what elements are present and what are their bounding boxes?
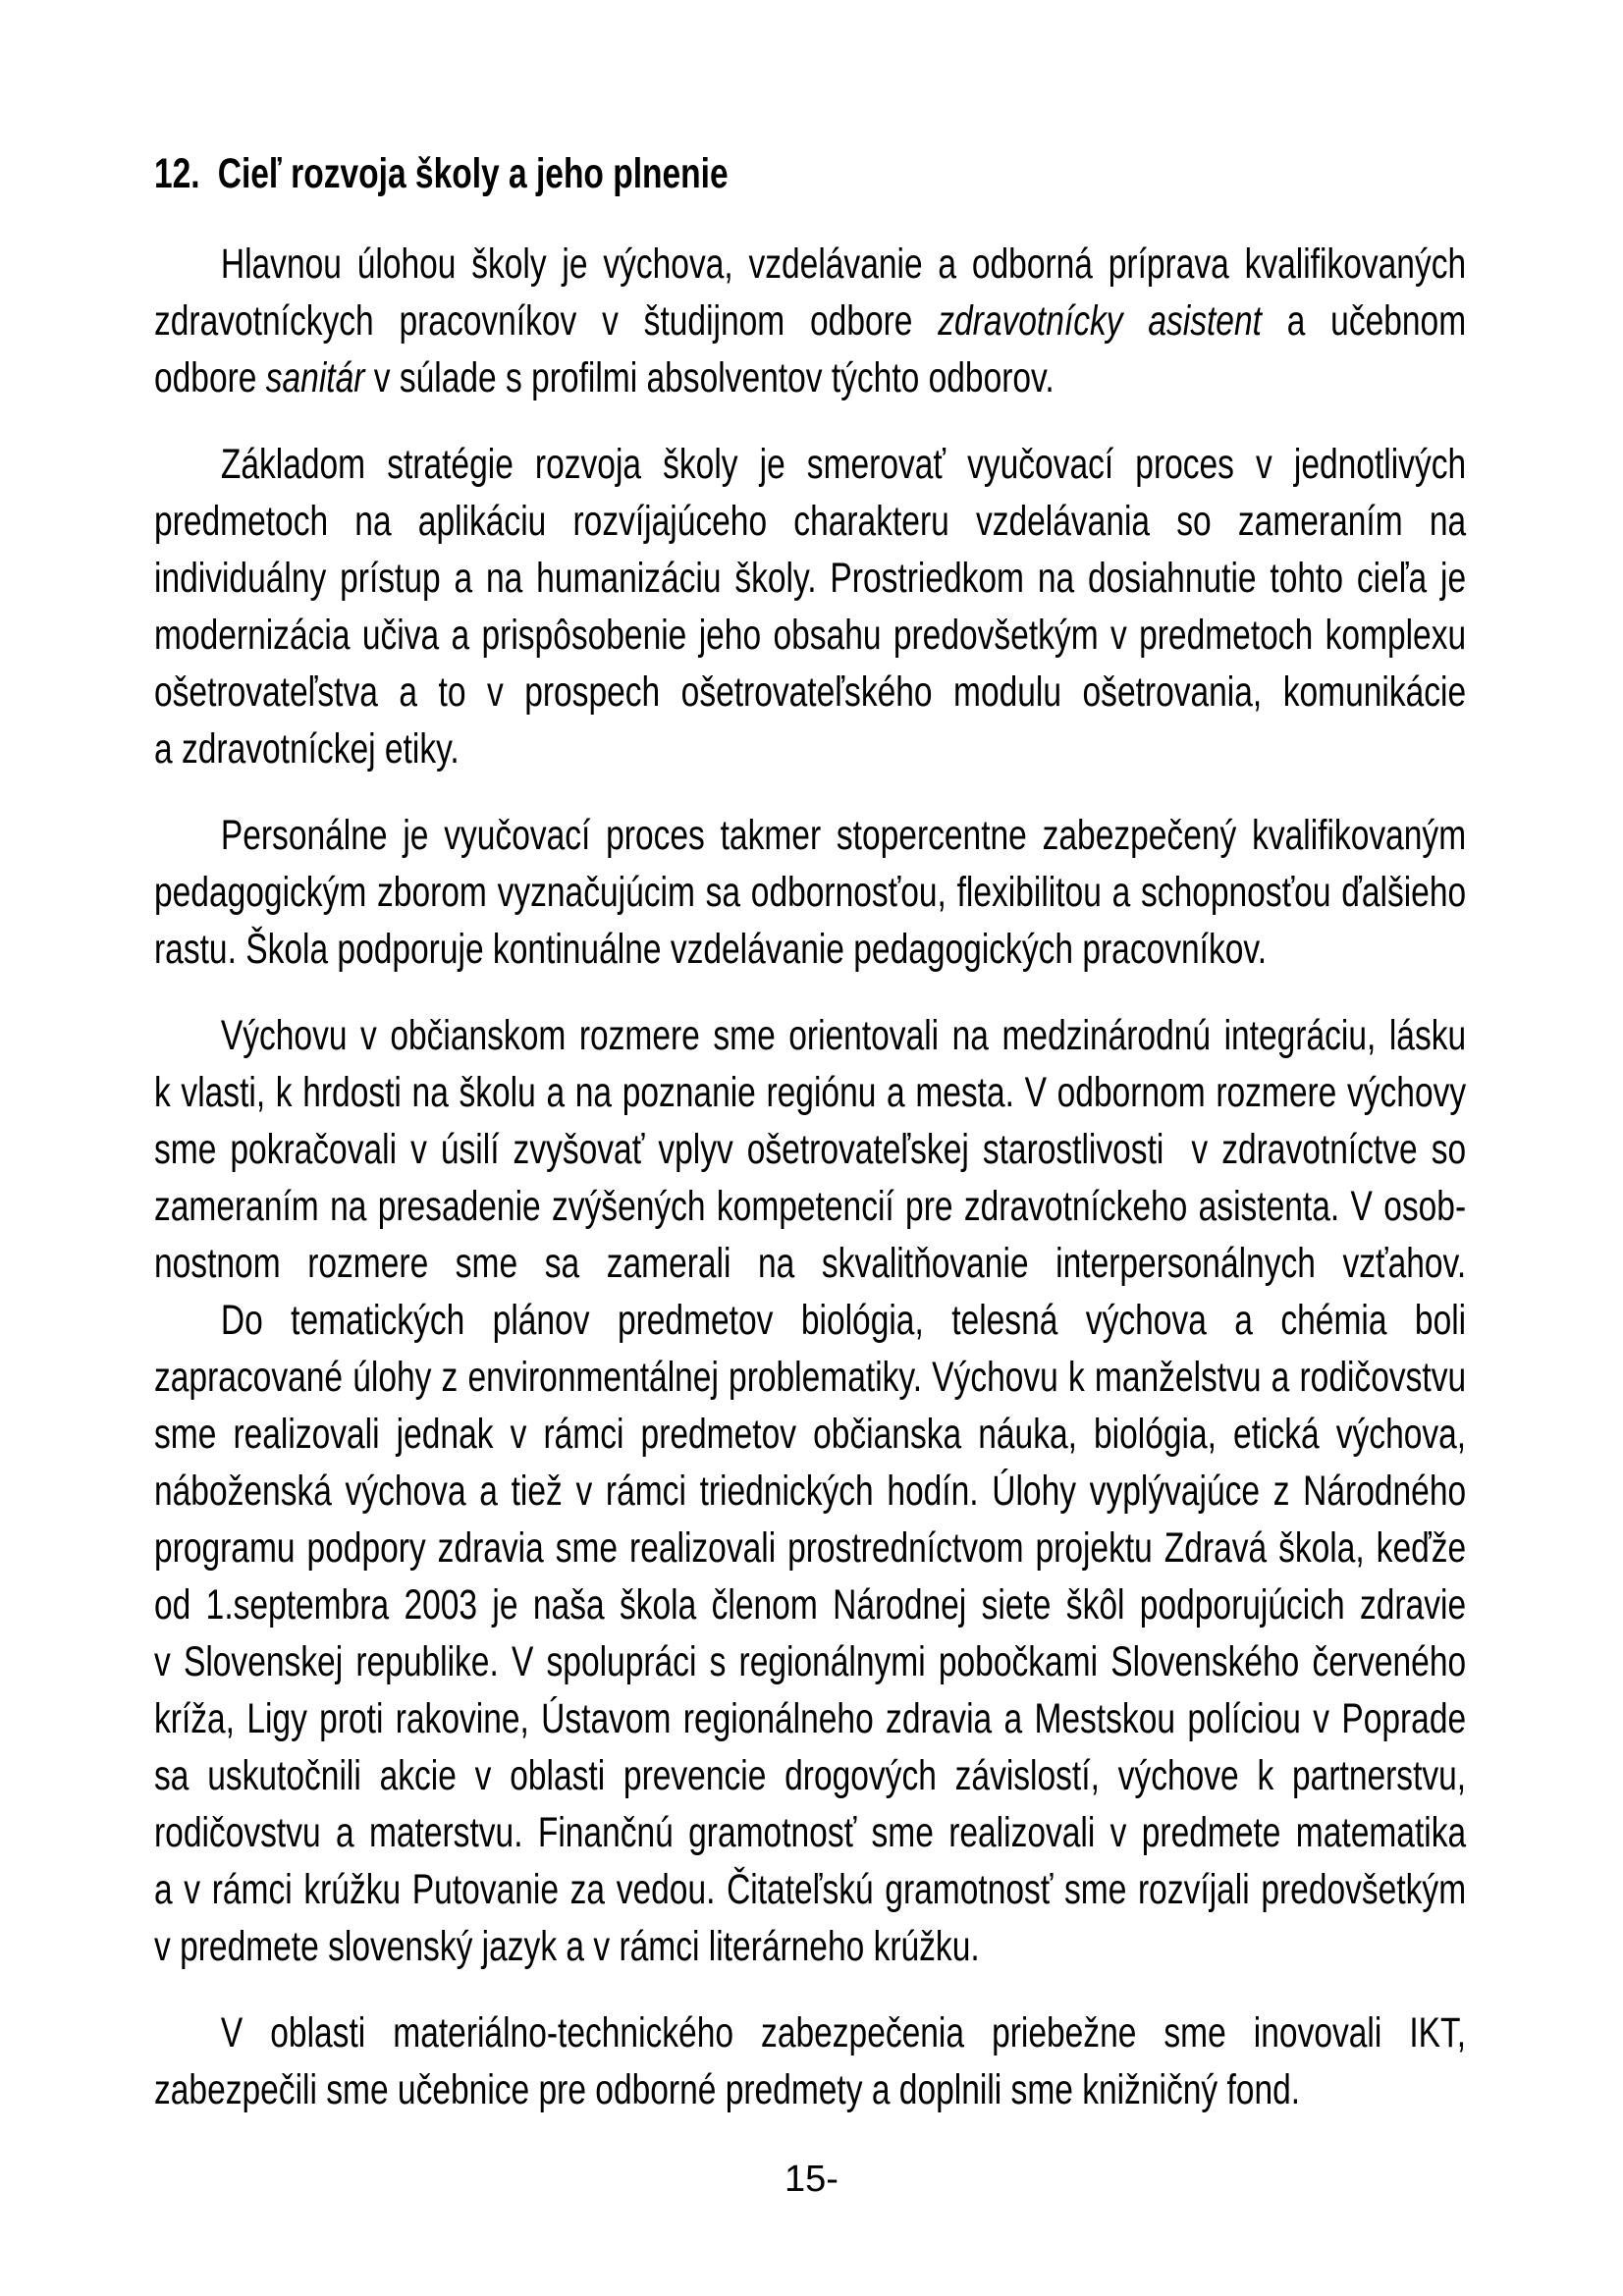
text-line [154, 436, 1466, 493]
text-line [154, 721, 1466, 777]
text-line [154, 1235, 1466, 1292]
text-line [154, 1292, 1466, 1349]
text-line [154, 1520, 1466, 1576]
text-line [154, 2004, 1466, 2061]
document-text-column [154, 145, 1466, 2118]
text-run: sme realizovali jednak v rámci predmetov občianska náuka, biológia, etická výchova, [154, 1411, 1467, 1458]
text-run: a zdravotníckej etiky. [154, 725, 460, 773]
text-run: Personálne je vyučovací proces takmer stopercentne zabezpečený kvalifikovaným [220, 812, 1467, 859]
text-line [154, 293, 1466, 349]
paragraph [154, 1007, 1466, 1292]
text-line [154, 864, 1466, 921]
text-line [154, 550, 1466, 607]
section-title: Cieľ rozvoja školy a jeho plnenie [217, 150, 729, 197]
text-line [154, 921, 1466, 978]
italic-text-run: zdravotnícky asistent [938, 297, 1262, 345]
text-run: sme pokračovali v úsilí zvyšovať vplyv ošetrovateľskej starostlivosti v zdravotníctve so [154, 1126, 1467, 1173]
text-line [154, 1178, 1466, 1235]
text-run: v Slovenskej republike. V spolupráci s regionálnymi pobočkami Slovenského červeného [154, 1638, 1467, 1685]
text-line [154, 1463, 1466, 1520]
text-line [154, 1804, 1466, 1861]
text-line [154, 607, 1466, 664]
text-run: Základom stratégie rozvoja školy je smerovať vyučovací proces v jednotlivých [220, 441, 1467, 488]
text-run: programu podpory zdravia sme realizovali prostredníctvom projektu Zdravá škola, keďže [154, 1524, 1467, 1572]
text-run: zabezpečili sme učebnice pre odborné predmety a doplnili sme knižničný fond. [154, 2066, 1301, 2113]
paragraph [154, 236, 1466, 406]
text-line [154, 1406, 1466, 1463]
text-line [154, 1861, 1466, 1918]
text-run: V oblasti materiálno-technického zabezpečenia priebežne sme inovovali IKT, [220, 2009, 1467, 2056]
text-run: náboženská výchova a tiež v rámci triednických hodín. Úlohy vyplývajúce z Národného [154, 1468, 1467, 1515]
text-run: ošetrovateľstva a to v prospech ošetrovateľského modulu ošetrovania, komunikácie [154, 668, 1467, 716]
page-number: 15- [784, 2159, 839, 2200]
text-line [154, 1690, 1466, 1747]
paragraph [154, 1292, 1466, 1975]
paragraph [154, 2004, 1466, 2118]
text-run: a učebnom [1261, 297, 1467, 345]
text-line [154, 807, 1466, 864]
text-run: rastu. Škola podporuje kontinuálne vzdelávanie pedagogických pracovníkov. [154, 926, 1268, 973]
text-run: sa uskutočnili akcie v oblasti prevencie drogových závislostí, výchove k partnerstvu, [154, 1752, 1467, 1799]
section-number: 12. [154, 150, 200, 197]
text-run: predmetoch na aplikáciu rozvíjajúceho charakteru vzdelávania so zameraním na [154, 498, 1467, 545]
text-line [154, 1064, 1466, 1121]
text-line [154, 1633, 1466, 1690]
text-run: odbore [154, 354, 266, 401]
text-run: zapracované úlohy z environmentálnej problematiky. Výchovu k manželstvu a rodičovstvu [154, 1354, 1467, 1401]
text-line [154, 1576, 1466, 1633]
text-line [154, 664, 1466, 721]
text-run: nostnom rozmere sme sa zamerali na skvalitňovanie interpersonálnych vzťahov. [154, 1240, 1467, 1287]
text-line [154, 493, 1466, 550]
text-run: Hlavnou úlohou školy je výchova, vzdelávanie a odborná príprava kvalifikovaných [220, 240, 1467, 288]
text-line [154, 1349, 1466, 1406]
text-run: rodičovstvu a materstvu. Finančnú gramotnosť sme realizovali v predmete matematika [154, 1809, 1467, 1856]
text-run: Do tematických plánov predmetov biológia, telesná výchova a chémia boli [220, 1297, 1467, 1344]
text-run: individuálny prístup a na humanizáciu školy. Prostriedkom na dosiahnutie tohto cieľa je [154, 555, 1467, 602]
text-run: od 1.septembra 2003 je naša škola členom Národnej siete škôl podporujúcich zdravie [154, 1581, 1467, 1629]
italic-text-run: sanitár [265, 354, 365, 401]
text-run: modernizácia učiva a prispôsobenie jeho obsahu predovšetkým v predmetoch komplexu [154, 612, 1467, 659]
document-body [154, 236, 1466, 2118]
text-run: Výchovu v občianskom rozmere sme orientovali na medzinárodnú integráciu, lásku [220, 1012, 1467, 1059]
text-run: zdravotníckych pracovníkov v študijnom odbore [154, 297, 939, 345]
text-line [154, 236, 1466, 293]
text-run: v predmete slovenský jazyk a v rámci literárneho krúžku. [154, 1923, 980, 1970]
section-heading [154, 145, 1466, 202]
paragraph [154, 436, 1466, 777]
text-line [154, 2061, 1466, 2118]
text-line [154, 1007, 1466, 1064]
text-run: k vlasti, k hrdosti na školu a na poznanie regiónu a mesta. V odbornom rozmere výchovy [154, 1069, 1467, 1116]
text-run: pedagogickým zborom vyznačujúcim sa odbornosťou, flexibilitou a schopnosťou ďalšieho [154, 869, 1467, 916]
text-line [154, 349, 1466, 406]
paragraph [154, 807, 1466, 978]
text-run: zameraním na presadenie zvýšených kompetencií pre zdravotníckeho asistenta. V osob- [154, 1183, 1467, 1230]
text-line [154, 1121, 1466, 1178]
text-run: a v rámci krúžku Putovanie za vedou. Čitateľskú gramotnosť sme rozvíjali predovšetkým [154, 1866, 1467, 1913]
text-run: kríža, Ligy proti rakovine, Ústavom regionálneho zdravia a Mestskou políciou v Poprade [154, 1695, 1467, 1742]
text-line [154, 1747, 1466, 1804]
text-line [154, 1918, 1466, 1975]
text-run: v súlade s profilmi absolventov týchto odborov. [364, 354, 1055, 401]
